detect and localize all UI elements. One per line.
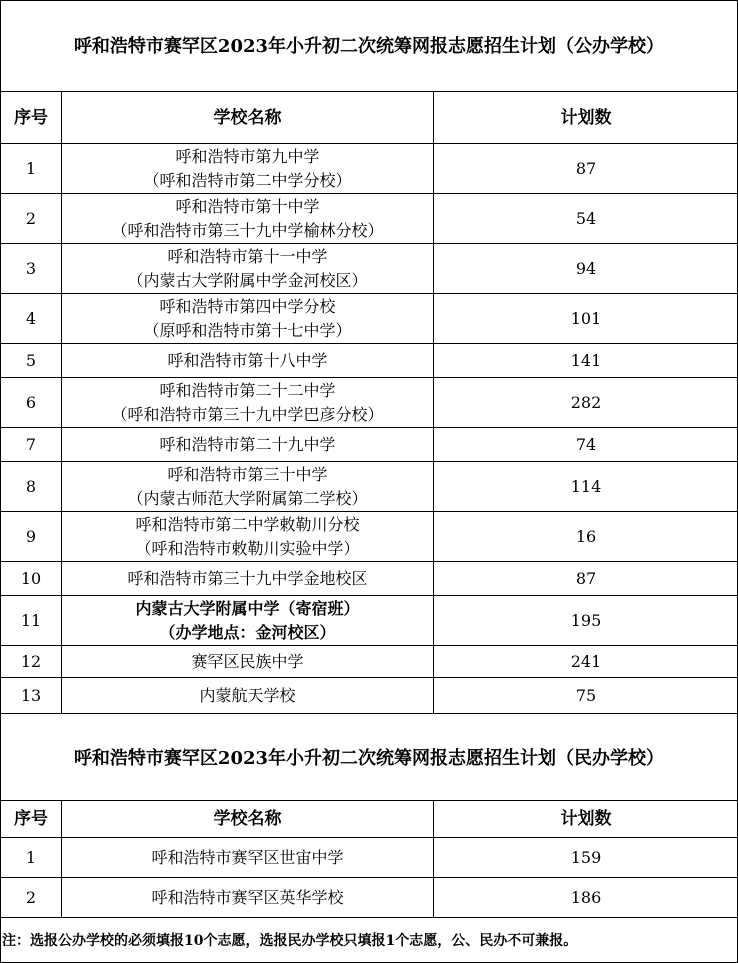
row-number: 2 (1, 878, 62, 918)
row-number: 8 (1, 462, 62, 512)
header-school: 学校名称 (62, 801, 434, 838)
row-number: 7 (1, 428, 62, 462)
quota-value: 195 (434, 596, 738, 646)
school-alias: （内蒙古大学附属中学金河校区） (127, 270, 368, 290)
school-alias: （内蒙古师范大学附属第二学校） (127, 488, 368, 508)
school-name: 呼和浩特市第十一中学 (167, 246, 328, 266)
row-number: 10 (1, 562, 62, 596)
school-alias: （呼和浩特市第二中学分校） (143, 170, 352, 190)
school-name-cell (62, 428, 434, 462)
quota-value: 54 (434, 194, 738, 244)
row-number: 3 (1, 244, 62, 294)
row-number: 11 (1, 596, 62, 646)
footnote: 注：选报公办学校的必须填报10个志愿，选报民办学校只填报1个志愿，公、民办不可兼报。 (2, 933, 578, 949)
row-number: 2 (1, 194, 62, 244)
school-alias: （呼和浩特市第三十九中学榆林分校） (111, 220, 384, 240)
school-name: 呼和浩特市第十中学 (175, 196, 320, 216)
school-name: 呼和浩特市第三十九中学金地校区 (127, 568, 368, 588)
table-row (1, 244, 738, 294)
school-name-cell (62, 378, 434, 428)
school-name-cell (62, 596, 434, 646)
header-quota: 计划数 (434, 92, 738, 144)
table-row (1, 678, 738, 714)
header-no: 序号 (1, 92, 62, 144)
table-row (1, 378, 738, 428)
table-row (1, 428, 738, 462)
school-name-cell (62, 244, 434, 294)
school-name: 内蒙古大学附属中学（寄宿班） (135, 598, 360, 618)
school-name: 呼和浩特市第二十二中学 (159, 380, 336, 400)
school-name: 呼和浩特市第九中学 (175, 146, 320, 166)
table-row (1, 194, 738, 244)
school-name-cell (62, 512, 434, 562)
row-number: 9 (1, 512, 62, 562)
school-name: 内蒙航天学校 (199, 685, 296, 705)
school-alias: （原呼和浩特市第十七中学） (143, 320, 352, 340)
header-school: 学校名称 (62, 92, 434, 144)
school-name-cell (62, 294, 434, 344)
row-number: 5 (1, 344, 62, 378)
school-name-cell (62, 646, 434, 678)
quota-value: 159 (434, 838, 738, 878)
private-schools-title: 呼和浩特市赛罕区2023年小升初二次统筹网报志愿招生计划（民办学校） (73, 748, 665, 769)
table-row (1, 462, 738, 512)
public-schools-title: 呼和浩特市赛罕区2023年小升初二次统筹网报志愿招生计划（公办学校） (73, 36, 665, 57)
table-row (1, 596, 738, 646)
table-row (1, 294, 738, 344)
row-number: 6 (1, 378, 62, 428)
row-number: 4 (1, 294, 62, 344)
quota-value: 101 (434, 294, 738, 344)
table-row (1, 646, 738, 678)
school-name-cell (62, 878, 434, 918)
school-name-cell (62, 144, 434, 194)
quota-value: 87 (434, 144, 738, 194)
quota-value: 282 (434, 378, 738, 428)
school-name: 呼和浩特市第四中学分校 (159, 296, 336, 316)
private-schools-table (0, 800, 738, 918)
header-no: 序号 (1, 801, 62, 838)
school-name: 呼和浩特市赛罕区世宙中学 (151, 847, 344, 867)
quota-value: 186 (434, 878, 738, 918)
quota-value: 114 (434, 462, 738, 512)
school-name-cell (62, 194, 434, 244)
school-name-cell (62, 562, 434, 596)
public-schools-table (0, 91, 738, 714)
table-row (1, 878, 738, 918)
quota-value: 94 (434, 244, 738, 294)
table-row (1, 838, 738, 878)
table-row (1, 562, 738, 596)
school-name-cell (62, 344, 434, 378)
row-number: 13 (1, 678, 62, 714)
table-header-row (1, 92, 738, 144)
school-name: 赛罕区民族中学 (191, 651, 304, 671)
school-alias: （呼和浩特市敕勒川实验中学） (135, 538, 360, 558)
school-name: 呼和浩特市第二中学敕勒川分校 (135, 514, 360, 534)
row-number: 1 (1, 838, 62, 878)
school-name-cell (62, 462, 434, 512)
school-alias: （办学地点：金河校区） (159, 622, 336, 642)
school-name: 呼和浩特市第二十九中学 (159, 434, 336, 454)
school-name: 呼和浩特市赛罕区英华学校 (151, 887, 344, 907)
quota-value: 141 (434, 344, 738, 378)
school-name: 呼和浩特市第三十中学 (167, 464, 328, 484)
header-quota: 计划数 (434, 801, 738, 838)
school-name: 呼和浩特市第十八中学 (167, 350, 328, 370)
row-number: 1 (1, 144, 62, 194)
quota-value: 16 (434, 512, 738, 562)
quota-value: 241 (434, 646, 738, 678)
quota-value: 87 (434, 562, 738, 596)
school-name-cell (62, 678, 434, 714)
school-alias: （呼和浩特市第三十九中学巴彦分校） (111, 404, 384, 424)
table-header-row (1, 801, 738, 838)
school-name-cell (62, 838, 434, 878)
table-row (1, 512, 738, 562)
row-number: 12 (1, 646, 62, 678)
quota-value: 74 (434, 428, 738, 462)
quota-value: 75 (434, 678, 738, 714)
table-row (1, 144, 738, 194)
table-row (1, 344, 738, 378)
